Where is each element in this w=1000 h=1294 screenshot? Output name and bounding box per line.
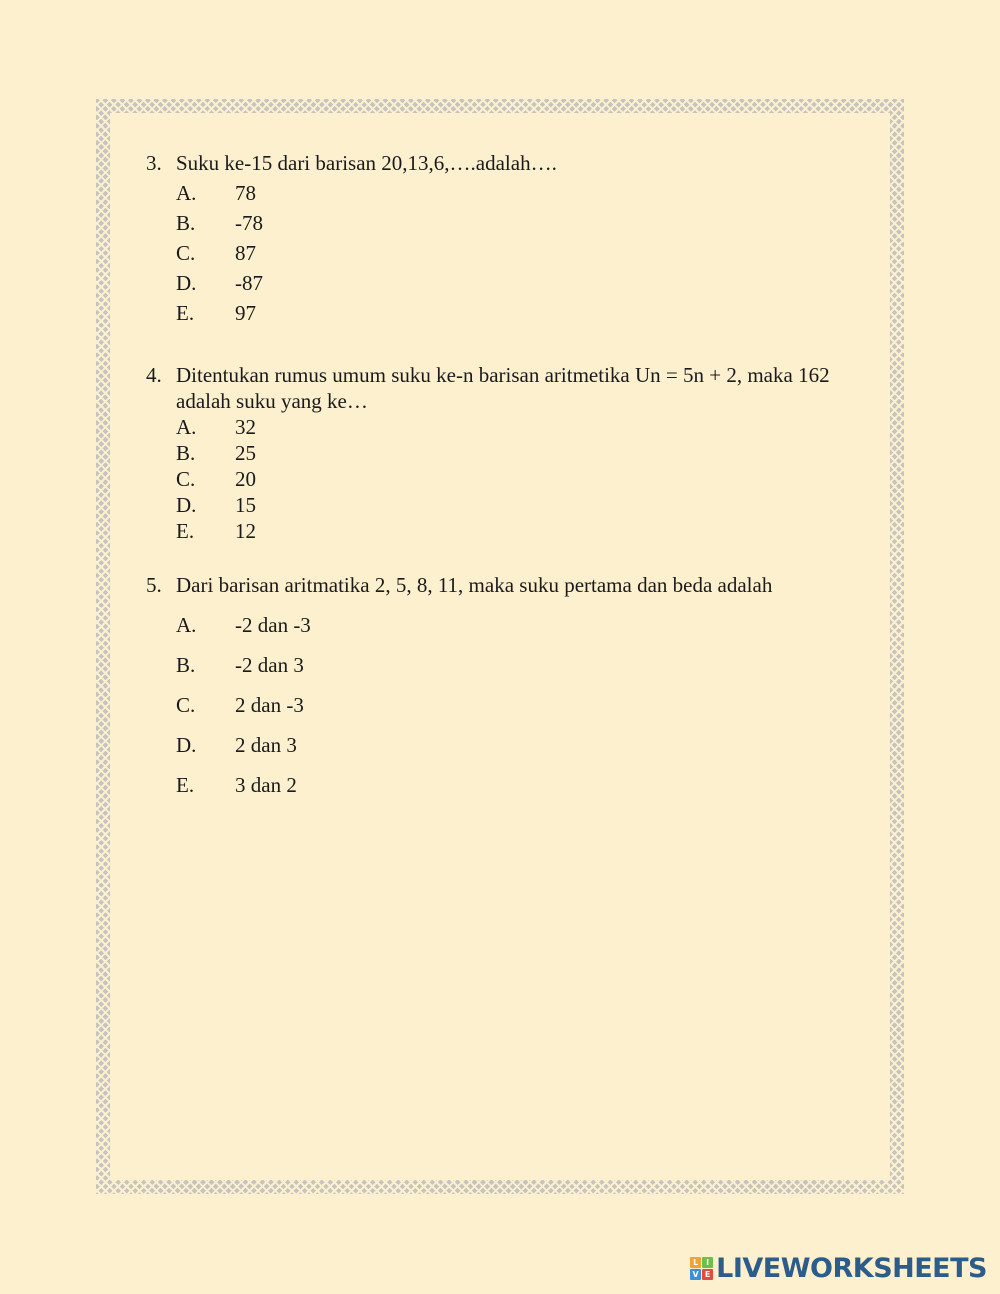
question-4 (146, 362, 856, 544)
option-letter: B. (176, 653, 196, 677)
option-letter: A. (176, 181, 197, 205)
question-number: 5. (146, 573, 162, 597)
option-letter: B. (176, 441, 196, 465)
option-value: 32 (235, 415, 256, 439)
option-letter: A. (176, 415, 197, 439)
logo-text: LIVEWORKSHEETS (716, 1253, 987, 1284)
option-d[interactable] (176, 492, 856, 518)
option-value: -2 dan -3 (235, 613, 311, 637)
question-3 (146, 150, 856, 326)
option-value: -2 dan 3 (235, 653, 304, 677)
option-value: 12 (235, 519, 256, 543)
option-d[interactable] (176, 270, 856, 296)
option-b[interactable] (176, 440, 856, 466)
option-e[interactable] (176, 772, 856, 798)
question-text: Ditentukan rumus umum suku ke-n barisan aritmetika Un = 5n + 2, maka 162 adalah suku yang ke… (176, 363, 830, 413)
option-letter: E. (176, 773, 195, 797)
option-letter: C. (176, 467, 196, 491)
option-letter: E. (176, 519, 195, 543)
logo-mark-icon: L I V E (690, 1257, 713, 1280)
option-c[interactable] (176, 692, 856, 718)
option-letter: D. (176, 733, 197, 757)
option-value: -78 (235, 211, 263, 235)
option-value: 3 dan 2 (235, 773, 297, 797)
option-value: 97 (235, 301, 256, 325)
option-value: 87 (235, 241, 256, 265)
option-c[interactable] (176, 240, 856, 266)
option-value: 2 dan -3 (235, 693, 304, 717)
option-d[interactable] (176, 732, 856, 758)
question-5 (146, 572, 856, 798)
option-value: 25 (235, 441, 256, 465)
option-value: 78 (235, 181, 256, 205)
option-letter: A. (176, 613, 197, 637)
option-letter: C. (176, 241, 196, 265)
option-a[interactable] (176, 414, 856, 440)
option-e[interactable] (176, 300, 856, 326)
option-letter: E. (176, 301, 195, 325)
question-number: 4. (146, 363, 162, 387)
question-text: Suku ke-15 dari barisan 20,13,6,….adalah…. (176, 151, 557, 175)
option-e[interactable] (176, 518, 856, 544)
option-a[interactable] (176, 180, 856, 206)
option-letter: D. (176, 493, 197, 517)
option-a[interactable] (176, 612, 856, 638)
option-letter: C. (176, 693, 196, 717)
option-b[interactable] (176, 652, 856, 678)
option-c[interactable] (176, 466, 856, 492)
option-letter: B. (176, 211, 196, 235)
option-b[interactable] (176, 210, 856, 236)
option-value: -87 (235, 271, 263, 295)
question-number: 3. (146, 151, 162, 175)
liveworksheets-logo[interactable] (690, 1253, 987, 1284)
option-value: 2 dan 3 (235, 733, 297, 757)
question-text: Dari barisan aritmatika 2, 5, 8, 11, maka suku pertama dan beda adalah (176, 573, 773, 597)
option-letter: D. (176, 271, 197, 295)
option-value: 15 (235, 493, 256, 517)
option-value: 20 (235, 467, 256, 491)
